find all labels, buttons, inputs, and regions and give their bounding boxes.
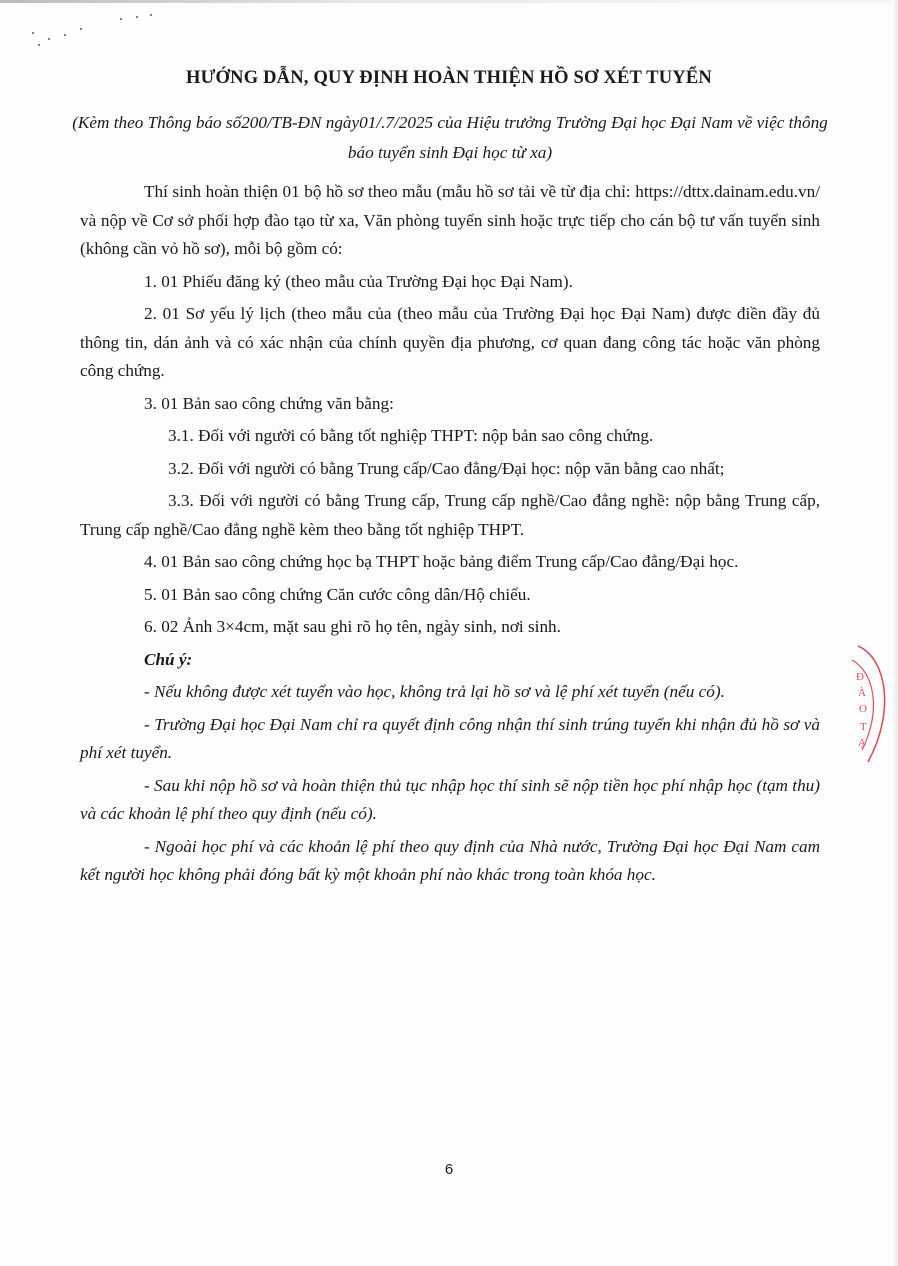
svg-text:O: O [859,703,867,715]
note-heading: Chú ý: [144,649,193,669]
svg-text:T: T [860,721,867,733]
svg-text:À: À [858,687,866,699]
list-item-3-2: 3.2. Đối với người có bằng Trung cấp/Cao đẳng/Đại học: nộp văn bằng cao nhất; [168,458,725,478]
note-4: - Ngoài học phí và các khoản lệ phí theo quy định của Nhà nước, Trường Đại học Đại Nam cam kết người học không phải đóng bất kỳ một khoản phí nào khác trong toàn khóa học. [80,836,820,884]
scan-specks [20,10,180,60]
note-2: - Trường Đại học Đại Nam chỉ ra quyết định công nhận thí sinh trúng tuyển khi nhận đủ hồ sơ và phí xét tuyển. [80,714,820,762]
list-item-6: 6. 02 Ảnh 3×4cm, mặt sau ghi rõ họ tên, ngày sinh, nơi sinh. [144,617,561,636]
red-seal-stamp [838,640,894,770]
scan-right-edge [892,0,898,1266]
list-item-5: 5. 01 Bản sao công chứng Căn cước công dân/Hộ chiếu. [144,584,531,604]
list-item-1: 1. 01 Phiếu đăng ký (theo mẫu của Trường Đại học Đại Nam). [144,271,573,291]
list-item-3: 3. 01 Bản sao công chứng văn bằng: [144,393,394,413]
list-item-3-1: 3.1. Đối với người có bằng tốt nghiệp THPT: nộp bản sao công chứng. [168,426,654,445]
document-subtitle: (Kèm theo Thông báo số200/TB-ĐN ngày01/.7/2025 của Hiệu trưởng Trường Đại học Đại Nam về việc thông báo tuyển sinh Đại học từ xa) [72,113,828,162]
list-item-4: 4. 01 Bản sao công chứng học bạ THPT hoặc bảng điểm Trung cấp/Cao đẳng/Đại học. [144,552,739,571]
intro-paragraph: Thí sinh hoàn thiện 01 bộ hồ sơ theo mẫu (mẫu hồ sơ tải về từ địa chỉ: https://dttx.dainam.edu.vn/ và nộp về Cơ sở phối hợp đào tạo từ xa, Văn phòng tuyển sinh hoặc trực tiếp cho cán bộ tư vấn tuyển sinh (không cần vỏ hồ sơ), mỗi bộ gồm có: [80,182,820,258]
note-3: - Sau khi nộp hồ sơ và hoàn thiện thủ tục nhập học thí sinh sẽ nộp tiền học phí nhập học (tạm thu) và các khoản lệ phí theo quy định (nếu có). [80,775,820,823]
svg-text:Ạ: Ạ [858,737,866,749]
list-item-3-3: 3.3. Đối với người có bằng Trung cấp, Trung cấp nghề/Cao đẳng nghề: nộp bằng Trung cấp, Trung cấp nghề/Cao đẳng nghề kèm theo bằng tốt nghiệp THPT. [80,491,820,539]
page-number: 6 [444,1161,454,1178]
document-body [80,178,820,890]
note-1: - Nếu không được xét tuyển vào học, không trả lại hồ sơ và lệ phí xét tuyển (nếu có). [144,682,725,701]
document-title: HƯỚNG DẪN, QUY ĐỊNH HOÀN THIỆN HỒ SƠ XÉT TUYỂN [186,68,712,88]
list-item-2: 2. 01 Sơ yếu lý lịch (theo mẫu của (theo mẫu của Trường Đại học Đại Nam) được điền đầy đủ thông tin, dán ảnh và có xác nhận của chính quyền địa phương, cơ quan đang công tác hoặc văn phòng công chứng. [80,304,820,380]
scan-top-edge [0,0,898,3]
svg-text:Đ: Đ [856,671,864,683]
